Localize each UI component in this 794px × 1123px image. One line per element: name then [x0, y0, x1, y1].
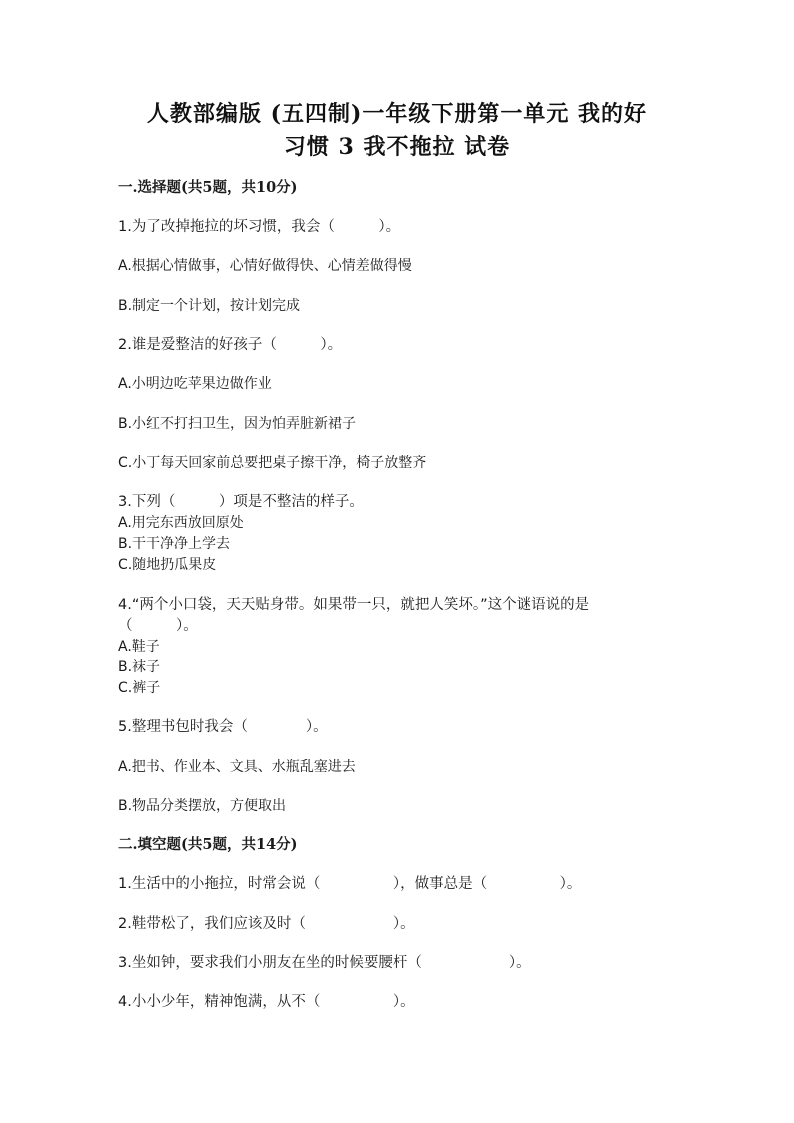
question-5-option-a: A.把书、作业本、文具、水瓶乱塞进去	[118, 759, 356, 775]
question-3-option-c: C.随地扔瓜果皮	[118, 557, 217, 573]
question-2-option-c: C.小丁每天回家前总要把桌子擦干净，椅子放整齐	[118, 455, 427, 471]
question-4-stem-continued: （ ）。	[118, 618, 198, 634]
question-1-option-a: A.根据心情做事，心情好做得快、心情差做得慢	[118, 258, 412, 274]
question-4-option-b: B.袜子	[118, 659, 161, 675]
question-5-option-b: B.物品分类摆放，方便取出	[118, 798, 287, 814]
exam-title-line-2: 习惯 3 我不拖拉 试卷	[283, 134, 511, 160]
question-3-option-a: A.用完东西放回原处	[118, 515, 244, 531]
question-3-stem: 3.下列（ ）项是不整洁的样子。	[118, 494, 364, 510]
question-4-option-c: C.裤子	[118, 680, 161, 696]
question-2-option-b: B.小红不打扫卫生，因为怕弄脏新裙子	[118, 416, 357, 432]
question-1-option-b: B.制定一个计划，按计划完成	[118, 298, 301, 314]
question-1-stem: 1.为了改掉拖拉的坏习惯，我会（ ）。	[118, 219, 401, 235]
question-4-stem: 4.“两个小口袋，天天贴身带。如果带一只，就把人笑坏。”这个谜语说的是	[118, 597, 590, 613]
question-2-stem: 2.谁是爱整洁的好孩子（ ）。	[118, 337, 343, 353]
section-2-heading: 二.填空题(共5题，共14分)	[118, 836, 298, 853]
question-2-option-a: A.小明边吃苹果边做作业	[118, 376, 272, 392]
exam-title-line-1: 人教部编版 (五四制)一年级下册第一单元 我的好	[146, 101, 648, 127]
question-3-option-b: B.干干净净上学去	[118, 536, 231, 552]
fill-question-3: 3.坐如钟，要求我们小朋友在坐的时候要腰杆（ ）。	[118, 955, 531, 971]
question-4-option-a: A.鞋子	[118, 639, 160, 655]
section-1-heading: 一.选择题(共5题，共10分)	[118, 179, 298, 196]
fill-question-1: 1.生活中的小拖拉，时常会说（ ），做事总是（ ）。	[118, 876, 582, 892]
fill-question-4: 4.小小少年，精神饱满，从不（ ）。	[118, 994, 415, 1010]
fill-question-2: 2.鞋带松了，我们应该及时（ ）。	[118, 916, 415, 932]
question-5-stem: 5.整理书包时我会（ ）。	[118, 719, 328, 735]
